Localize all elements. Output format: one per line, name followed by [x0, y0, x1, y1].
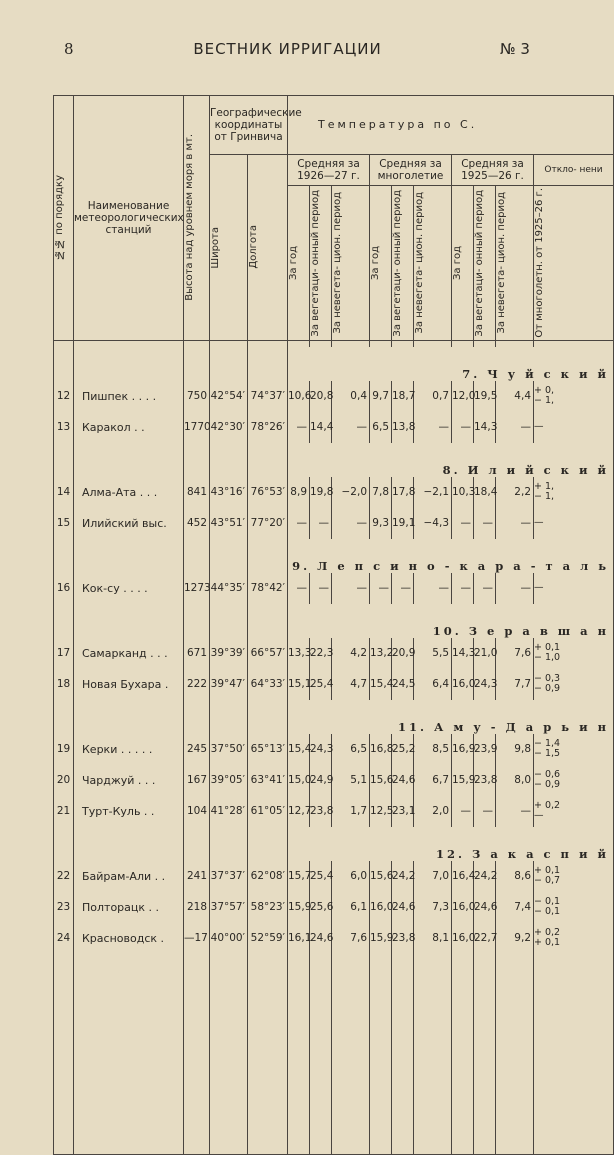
temp-value: 15,1 [288, 669, 310, 700]
temp-value: 12,0 [452, 381, 474, 412]
row-number: 13 [54, 412, 74, 443]
section-title: 8. И л и й с к и й [288, 443, 614, 477]
station-longitude: 64°33′ [248, 669, 288, 700]
temp-value: 7,8 [370, 477, 392, 508]
station-longitude: 77°20′ [248, 508, 288, 539]
temp-value: — [288, 508, 310, 539]
temp-value: 24,6 [392, 765, 414, 796]
station-longitude: 61°05′ [248, 796, 288, 827]
station-height: 245 [184, 734, 210, 765]
station-name: Пишпек . . . . [74, 381, 184, 412]
station-latitude: 39°05′ [210, 765, 248, 796]
col-multi-veg: За вегетаци- онный период [392, 186, 414, 341]
temp-value: — [392, 573, 414, 604]
temp-value: 4,4 [496, 381, 534, 412]
temp-value: 13,3 [288, 638, 310, 669]
temp-value: 16,1 [288, 923, 310, 954]
section-row [54, 827, 614, 861]
section-row [54, 604, 614, 638]
temp-value: 9,3 [370, 508, 392, 539]
temp-value: 15,0 [288, 765, 310, 796]
station-longitude: 78°42′ [248, 573, 288, 604]
temp-value: 16,8 [370, 734, 392, 765]
col-geo-header: Географические координаты от Гринвича [210, 96, 288, 155]
temp-value: 9,2 [496, 923, 534, 954]
station-name: Новая Бухара . [74, 669, 184, 700]
temp-value: 25,4 [310, 861, 332, 892]
temp-value: 9,8 [496, 734, 534, 765]
deviation-value: + 0,1 − 0,7 [534, 861, 614, 892]
temp-value: 5,1 [332, 765, 370, 796]
temp-value: 2,0 [414, 796, 452, 827]
temp-value: — [332, 412, 370, 443]
temp-value: — [452, 508, 474, 539]
temp-value: 6,5 [332, 734, 370, 765]
station-longitude: 74°37′ [248, 381, 288, 412]
deviation-value: + 1, − 1, [534, 477, 614, 508]
table-row [54, 765, 614, 796]
temp-value: 23,8 [310, 796, 332, 827]
journal-title: ВЕСТНИК ИРРИГАЦИИ [193, 40, 382, 58]
section-row [54, 443, 614, 477]
temp-value: 20,8 [310, 381, 332, 412]
deviation-value: + 0,1 − 1,0 [534, 638, 614, 669]
deviation-value: + 0, − 1, [534, 381, 614, 412]
temp-value: — [332, 508, 370, 539]
temp-value: 10,6 [288, 381, 310, 412]
table-row [54, 796, 614, 827]
station-latitude: 39°47′ [210, 669, 248, 700]
station-height: 671 [184, 638, 210, 669]
station-name: Байрам-Али . . [74, 861, 184, 892]
temp-value: −4,3 [414, 508, 452, 539]
temp-value: — [414, 412, 452, 443]
col-num-header: №№ по порядку [54, 96, 74, 341]
temp-value: 17,8 [392, 477, 414, 508]
station-name: Керки . . . . . [74, 734, 184, 765]
temp-value: 18,7 [392, 381, 414, 412]
temp-value: 8,5 [414, 734, 452, 765]
station-name: Турт-Куль . . [74, 796, 184, 827]
station-height: 1770 [184, 412, 210, 443]
station-latitude: 42°30′ [210, 412, 248, 443]
deviation-value: — [534, 573, 614, 604]
station-latitude: 40°00′ [210, 923, 248, 954]
temp-value: 25,2 [392, 734, 414, 765]
temp-value: 7,6 [496, 638, 534, 669]
station-longitude: 66°57′ [248, 638, 288, 669]
temp-value: 16,9 [452, 734, 474, 765]
temp-value: 22,3 [310, 638, 332, 669]
temp-value: 7,7 [496, 669, 534, 700]
section-title: 7. Ч у й с к и й [288, 347, 614, 381]
temp-value: 0,7 [414, 381, 452, 412]
temp-value: 16,4 [452, 861, 474, 892]
temp-value: — [496, 412, 534, 443]
temp-value: 6,7 [414, 765, 452, 796]
temp-value: — [496, 796, 534, 827]
table-row [54, 508, 614, 539]
temp-value: 7,6 [332, 923, 370, 954]
temp-value: 14,4 [310, 412, 332, 443]
temp-value: — [474, 573, 496, 604]
table-row [54, 412, 614, 443]
temp-value: 24,5 [392, 669, 414, 700]
row-number: 15 [54, 508, 74, 539]
station-height: 218 [184, 892, 210, 923]
temp-value: — [496, 573, 534, 604]
row-number: 12 [54, 381, 74, 412]
temp-value: 18,4 [474, 477, 496, 508]
temp-value: 24,6 [474, 892, 496, 923]
temp-value: 19,1 [392, 508, 414, 539]
temp-value: 19,5 [474, 381, 496, 412]
temp-value: 8,6 [496, 861, 534, 892]
temp-value: 16,0 [370, 892, 392, 923]
col-height-header: Высота над уровнем моря в мт. [184, 96, 210, 341]
station-latitude: 37°37′ [210, 861, 248, 892]
temp-value: 15,9 [370, 923, 392, 954]
temp-value: 21,0 [474, 638, 496, 669]
temp-value: 24,6 [392, 892, 414, 923]
temp-value: 24,9 [310, 765, 332, 796]
temp-value: 16,0 [452, 669, 474, 700]
temp-value: 7,3 [414, 892, 452, 923]
temp-value: 15,9 [288, 892, 310, 923]
temp-value: — [452, 573, 474, 604]
station-name: Красноводск . [74, 923, 184, 954]
temp-value: — [474, 508, 496, 539]
station-name: Каракол . . [74, 412, 184, 443]
temp-value: 6,4 [414, 669, 452, 700]
section-row [54, 700, 614, 734]
temp-value: 24,2 [392, 861, 414, 892]
col-avg-2526-header: Средняя за 1925—26 г. [452, 155, 534, 186]
station-latitude: 43°16′ [210, 477, 248, 508]
temp-value: 12,7 [288, 796, 310, 827]
section-row [54, 347, 614, 381]
col-name-header: Наименование метеорологических станций [74, 96, 184, 341]
station-name: Полторацк . . [74, 892, 184, 923]
temp-value: — [452, 412, 474, 443]
col-dev-header: Откло- нени [534, 155, 614, 186]
col-dev-sub: От многолетн. от 1925–26 г. [534, 186, 614, 341]
table-row [54, 638, 614, 669]
temp-value: — [370, 573, 392, 604]
station-longitude: 62°08′ [248, 861, 288, 892]
temp-value: 23,9 [474, 734, 496, 765]
deviation-value: — [534, 508, 614, 539]
section-title: 10. З е р а в ш а н [288, 604, 614, 638]
row-number: 20 [54, 765, 74, 796]
station-height: 104 [184, 796, 210, 827]
temp-value: 23,8 [392, 923, 414, 954]
temp-value: 8,9 [288, 477, 310, 508]
col-lat-header: Широта [210, 155, 248, 341]
temp-value: −2,0 [332, 477, 370, 508]
temp-value: — [474, 796, 496, 827]
deviation-value: + 0,2 + 0,1 [534, 923, 614, 954]
station-height: 1273 [184, 573, 210, 604]
temp-value: 24,3 [474, 669, 496, 700]
table-row [54, 892, 614, 923]
col-2627-noveg: За невегета- цион. период [332, 186, 370, 341]
row-number: 18 [54, 669, 74, 700]
temp-value: — [332, 573, 370, 604]
table-row [54, 381, 614, 412]
col-multi-year: За год [370, 186, 392, 341]
station-longitude: 76°53′ [248, 477, 288, 508]
row-number: 22 [54, 861, 74, 892]
temp-value: 25,4 [310, 669, 332, 700]
section-title: 11. А м у - Д а р ь и н [288, 700, 614, 734]
temp-value: 20,9 [392, 638, 414, 669]
temp-value: 6,0 [332, 861, 370, 892]
temp-value: 4,2 [332, 638, 370, 669]
temp-value: 2,2 [496, 477, 534, 508]
section-title: 9. Л е п с и н о - к а р а - т а л ь [288, 539, 614, 573]
deviation-value: − 0,1 − 0,1 [534, 892, 614, 923]
temp-value: 15,9 [452, 765, 474, 796]
deviation-value: − 0,3 − 0,9 [534, 669, 614, 700]
temp-value: — [310, 573, 332, 604]
table-row [54, 734, 614, 765]
temp-value: 24,2 [474, 861, 496, 892]
col-2526-year: За год [452, 186, 474, 341]
temp-value: 14,3 [474, 412, 496, 443]
row-number: 17 [54, 638, 74, 669]
temp-value: 7,0 [414, 861, 452, 892]
col-2627-veg: За вегетаци- онный период [310, 186, 332, 341]
temp-value: 15,7 [288, 861, 310, 892]
temp-value: 6,1 [332, 892, 370, 923]
row-number: 24 [54, 923, 74, 954]
col-2526-veg: За вегетаци- онный период [474, 186, 496, 341]
temp-value: 5,5 [414, 638, 452, 669]
section-row [54, 539, 614, 573]
temp-value: 25,6 [310, 892, 332, 923]
temp-value: 15,6 [370, 765, 392, 796]
temp-value: — [288, 573, 310, 604]
temp-value: — [452, 796, 474, 827]
temp-value: 14,3 [452, 638, 474, 669]
temp-value: 22,7 [474, 923, 496, 954]
station-name: Чарджуй . . . [74, 765, 184, 796]
temp-value: 1,7 [332, 796, 370, 827]
temp-value: 19,8 [310, 477, 332, 508]
col-lon-header: Долгота [248, 155, 288, 341]
temp-value: 7,4 [496, 892, 534, 923]
temp-value: 24,6 [310, 923, 332, 954]
col-avg-2627-header: Средняя за 1926—27 г. [288, 155, 370, 186]
temp-value: −2,1 [414, 477, 452, 508]
row-number: 19 [54, 734, 74, 765]
temp-value: — [288, 412, 310, 443]
meteo-table-wrapper [53, 95, 610, 949]
temp-value: 16,0 [452, 892, 474, 923]
col-2526-noveg: За невегета- цион. период [496, 186, 534, 341]
temp-value: — [310, 508, 332, 539]
table-row [54, 861, 614, 892]
table-header [54, 96, 614, 341]
station-longitude: 52°59′ [248, 923, 288, 954]
table-row [54, 669, 614, 700]
row-number: 16 [54, 573, 74, 604]
temp-value: 8,1 [414, 923, 452, 954]
station-height: —17 [184, 923, 210, 954]
temp-value: 0,4 [332, 381, 370, 412]
station-latitude: 43°51′ [210, 508, 248, 539]
section-title: 12. З а к а с п и й [288, 827, 614, 861]
temp-value: 13,2 [370, 638, 392, 669]
station-latitude: 37°57′ [210, 892, 248, 923]
station-height: 452 [184, 508, 210, 539]
temp-value: — [496, 508, 534, 539]
station-height: 222 [184, 669, 210, 700]
station-height: 241 [184, 861, 210, 892]
col-multi-noveg: За невегета- цион. период [414, 186, 452, 341]
station-name: Алма-Ата . . . [74, 477, 184, 508]
deviation-value: − 0,6 − 0,9 [534, 765, 614, 796]
station-name: Самарканд . . . [74, 638, 184, 669]
table-body [54, 340, 614, 1154]
col-2627-year: За год [288, 186, 310, 341]
temp-value: — [414, 573, 452, 604]
station-latitude: 41°28′ [210, 796, 248, 827]
temp-value: 16,0 [452, 923, 474, 954]
temp-value: 23,1 [392, 796, 414, 827]
deviation-value: − 1,4 − 1,5 [534, 734, 614, 765]
temp-value: 9,7 [370, 381, 392, 412]
temp-value: 6,5 [370, 412, 392, 443]
temp-value: 8,0 [496, 765, 534, 796]
table-row [54, 573, 614, 604]
row-number: 21 [54, 796, 74, 827]
station-latitude: 44°35′ [210, 573, 248, 604]
temp-value: 24,3 [310, 734, 332, 765]
issue-number: № 3 [500, 40, 530, 58]
row-number: 23 [54, 892, 74, 923]
temp-value: 13,8 [392, 412, 414, 443]
meteo-table [53, 95, 614, 1155]
station-longitude: 78°26′ [248, 412, 288, 443]
station-name: Кок-су . . . . [74, 573, 184, 604]
temp-value: 15,6 [370, 861, 392, 892]
table-row [54, 477, 614, 508]
temp-value: 10,3 [452, 477, 474, 508]
deviation-value: + 0,2 — [534, 796, 614, 827]
station-height: 841 [184, 477, 210, 508]
temp-value: 12,5 [370, 796, 392, 827]
temp-value: 4,7 [332, 669, 370, 700]
station-latitude: 42°54′ [210, 381, 248, 412]
station-height: 167 [184, 765, 210, 796]
temp-value: 15,4 [288, 734, 310, 765]
station-latitude: 39°39′ [210, 638, 248, 669]
row-number: 14 [54, 477, 74, 508]
station-name: Илийский выс. [74, 508, 184, 539]
temp-value: 15,4 [370, 669, 392, 700]
col-temp-header: Температура по С. [288, 96, 614, 155]
table-row [54, 923, 614, 954]
station-longitude: 58°23′ [248, 892, 288, 923]
page-number: 8 [64, 40, 74, 58]
station-longitude: 63°41′ [248, 765, 288, 796]
station-longitude: 65°13′ [248, 734, 288, 765]
station-latitude: 37°50′ [210, 734, 248, 765]
station-height: 750 [184, 381, 210, 412]
temp-value: 23,8 [474, 765, 496, 796]
col-avg-multi-header: Средняя за многолетие [370, 155, 452, 186]
deviation-value: — [534, 412, 614, 443]
